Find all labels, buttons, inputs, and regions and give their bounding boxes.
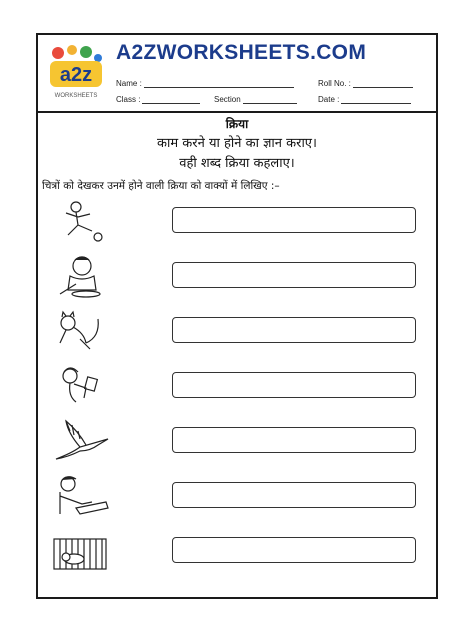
definition-line-2: वही शब्द क्रिया कहलाए। (179, 156, 295, 171)
exercise-row (38, 309, 436, 355)
worksheet-header (38, 35, 436, 113)
section-label: Section (214, 95, 241, 104)
name-field[interactable] (116, 79, 294, 88)
roll-no-label: Roll No. : (318, 79, 351, 88)
definition-line-1: काम करने या होने का ज्ञान कराए। (157, 136, 317, 151)
boy-kicking-ball-icon (46, 199, 116, 245)
answer-box[interactable] (172, 537, 416, 563)
boy-eating-icon (46, 254, 116, 300)
baby-sleeping-icon (46, 529, 116, 575)
class-label: Class : (116, 95, 141, 104)
roll-no-blank[interactable] (353, 79, 413, 88)
girl-reading-icon (46, 364, 116, 410)
name-label: Name : (116, 79, 142, 88)
name-blank[interactable] (144, 79, 294, 88)
roll-no-field[interactable] (318, 79, 413, 88)
a2z-logo-icon (44, 43, 108, 103)
answer-box[interactable] (172, 372, 416, 398)
answer-box[interactable] (172, 262, 416, 288)
answer-box[interactable] (172, 427, 416, 453)
bird-flying-icon (46, 419, 116, 465)
answer-box[interactable] (172, 482, 416, 508)
section-field[interactable] (214, 95, 297, 104)
man-writing-icon (46, 474, 116, 520)
exercise-row (38, 419, 436, 465)
logo-subtext: WORKSHEETS (54, 93, 98, 99)
answer-box[interactable] (172, 207, 416, 233)
logo-text: a2z (59, 64, 93, 86)
worksheet (36, 33, 438, 599)
exercise-row (38, 474, 436, 520)
instruction-text: चित्रों को देखकर उनमें होने वाली क्रिया को वाक्यों में लिखिए :– (42, 180, 280, 192)
date-blank[interactable] (341, 95, 411, 104)
cat-running-icon (46, 309, 116, 355)
brand-title: A2ZWORKSHEETS.COM (116, 41, 367, 64)
exercise-row (38, 199, 436, 245)
class-field[interactable] (116, 95, 200, 104)
date-label: Date : (318, 95, 340, 104)
class-blank[interactable] (142, 95, 200, 104)
exercise-row (38, 254, 436, 300)
date-field[interactable] (318, 95, 411, 104)
exercise-row (38, 529, 436, 575)
exercise-row (38, 364, 436, 410)
section-blank[interactable] (243, 95, 297, 104)
answer-box[interactable] (172, 317, 416, 343)
page-title: क्रिया (225, 117, 249, 131)
